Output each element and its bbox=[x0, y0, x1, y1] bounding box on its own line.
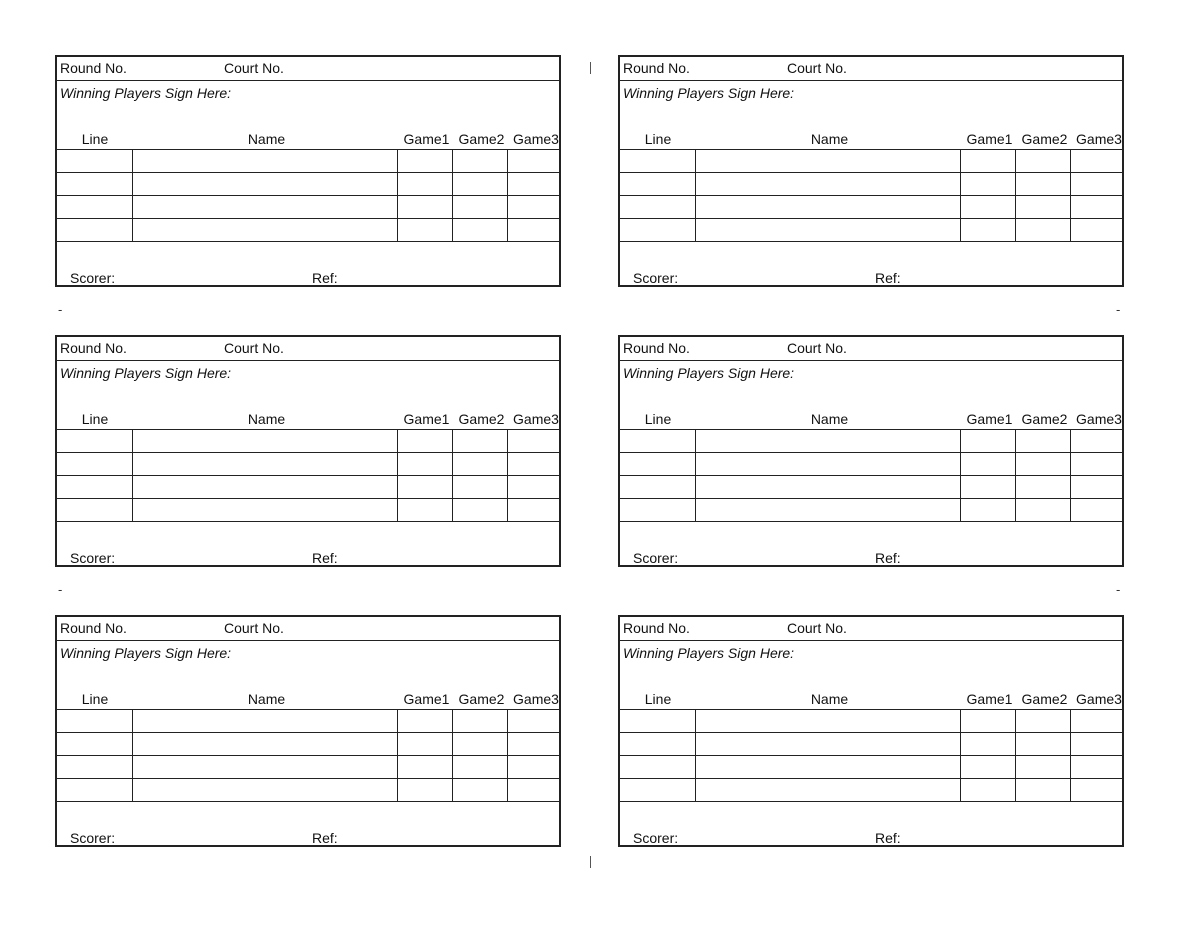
cut-mark-top bbox=[590, 62, 591, 74]
col-name: Name bbox=[247, 131, 286, 147]
score-grid bbox=[620, 709, 1122, 802]
card-header bbox=[57, 337, 559, 361]
col-line: Line bbox=[644, 411, 672, 427]
grid-divider bbox=[452, 430, 453, 521]
score-card bbox=[55, 55, 561, 287]
col-game2: Game2 bbox=[458, 131, 505, 147]
col-name: Name bbox=[810, 411, 849, 427]
score-grid bbox=[57, 429, 559, 522]
grid-divider bbox=[1015, 150, 1016, 241]
score-card bbox=[618, 55, 1124, 287]
grid-divider bbox=[397, 150, 398, 241]
court-label: Court No. bbox=[787, 620, 847, 636]
grid-divider bbox=[132, 710, 133, 801]
grid-divider bbox=[132, 430, 133, 521]
court-label: Court No. bbox=[224, 60, 284, 76]
ref-label: Ref: bbox=[875, 270, 901, 286]
sign-label: Winning Players Sign Here: bbox=[60, 645, 232, 661]
column-headers bbox=[57, 131, 559, 149]
col-line: Line bbox=[81, 411, 109, 427]
grid-divider bbox=[397, 710, 398, 801]
col-name: Name bbox=[810, 691, 849, 707]
separator-right-1: - bbox=[1116, 302, 1121, 317]
scorer-label: Scorer: bbox=[70, 550, 116, 566]
col-game1: Game1 bbox=[966, 411, 1013, 427]
col-name: Name bbox=[810, 131, 849, 147]
scorer-label: Scorer: bbox=[633, 550, 679, 566]
grid-divider bbox=[397, 430, 398, 521]
grid-divider bbox=[960, 710, 961, 801]
grid-divider bbox=[1070, 430, 1071, 521]
col-game3: Game3 bbox=[1076, 411, 1122, 427]
sign-label: Winning Players Sign Here: bbox=[60, 85, 232, 101]
scorer-label: Scorer: bbox=[70, 270, 116, 286]
col-line: Line bbox=[81, 691, 109, 707]
separator-left-2: - bbox=[58, 582, 63, 597]
round-label: Round No. bbox=[60, 620, 127, 636]
score-grid bbox=[57, 149, 559, 242]
sign-label: Winning Players Sign Here: bbox=[623, 85, 795, 101]
col-game3: Game3 bbox=[513, 691, 559, 707]
col-line: Line bbox=[81, 131, 109, 147]
court-label: Court No. bbox=[787, 60, 847, 76]
grid-divider bbox=[507, 430, 508, 521]
column-headers bbox=[620, 411, 1122, 429]
col-game3: Game3 bbox=[513, 131, 559, 147]
sign-label: Winning Players Sign Here: bbox=[60, 365, 232, 381]
scorer-label: Scorer: bbox=[633, 270, 679, 286]
col-game2: Game2 bbox=[1021, 691, 1068, 707]
grid-divider bbox=[695, 150, 696, 241]
col-line: Line bbox=[644, 691, 672, 707]
sign-label: Winning Players Sign Here: bbox=[623, 645, 795, 661]
col-game1: Game1 bbox=[966, 691, 1013, 707]
card-header bbox=[57, 617, 559, 641]
col-name: Name bbox=[247, 691, 286, 707]
col-game2: Game2 bbox=[1021, 411, 1068, 427]
card-header bbox=[57, 57, 559, 81]
separator-right-2: - bbox=[1116, 582, 1121, 597]
score-grid bbox=[620, 149, 1122, 242]
col-game3: Game3 bbox=[1076, 691, 1122, 707]
scorer-label: Scorer: bbox=[633, 830, 679, 846]
grid-divider bbox=[695, 430, 696, 521]
score-card bbox=[55, 335, 561, 567]
ref-label: Ref: bbox=[312, 270, 338, 286]
col-name: Name bbox=[247, 411, 286, 427]
sign-label: Winning Players Sign Here: bbox=[623, 365, 795, 381]
grid-divider bbox=[960, 430, 961, 521]
ref-label: Ref: bbox=[312, 550, 338, 566]
score-card bbox=[618, 335, 1124, 567]
round-label: Round No. bbox=[60, 60, 127, 76]
ref-label: Ref: bbox=[875, 550, 901, 566]
round-label: Round No. bbox=[623, 340, 690, 356]
court-label: Court No. bbox=[787, 340, 847, 356]
ref-label: Ref: bbox=[875, 830, 901, 846]
grid-divider bbox=[1070, 710, 1071, 801]
column-headers bbox=[620, 691, 1122, 709]
card-header bbox=[620, 617, 1122, 641]
column-headers bbox=[57, 411, 559, 429]
score-grid bbox=[57, 709, 559, 802]
scorer-label: Scorer: bbox=[70, 830, 116, 846]
grid-divider bbox=[132, 150, 133, 241]
grid-divider bbox=[1070, 150, 1071, 241]
round-label: Round No. bbox=[623, 620, 690, 636]
col-game1: Game1 bbox=[966, 131, 1013, 147]
ref-label: Ref: bbox=[312, 830, 338, 846]
card-header bbox=[620, 57, 1122, 81]
score-card bbox=[55, 615, 561, 847]
court-label: Court No. bbox=[224, 340, 284, 356]
court-label: Court No. bbox=[224, 620, 284, 636]
column-headers bbox=[620, 131, 1122, 149]
col-game3: Game3 bbox=[1076, 131, 1122, 147]
round-label: Round No. bbox=[60, 340, 127, 356]
col-game2: Game2 bbox=[458, 691, 505, 707]
grid-divider bbox=[507, 710, 508, 801]
col-line: Line bbox=[644, 131, 672, 147]
column-headers bbox=[57, 691, 559, 709]
round-label: Round No. bbox=[623, 60, 690, 76]
col-game1: Game1 bbox=[403, 411, 450, 427]
score-card bbox=[618, 615, 1124, 847]
grid-divider bbox=[695, 710, 696, 801]
col-game3: Game3 bbox=[513, 411, 559, 427]
col-game1: Game1 bbox=[403, 131, 450, 147]
col-game1: Game1 bbox=[403, 691, 450, 707]
score-grid bbox=[620, 429, 1122, 522]
grid-divider bbox=[452, 710, 453, 801]
grid-divider bbox=[452, 150, 453, 241]
cut-mark-bottom bbox=[590, 856, 591, 868]
separator-left-1: - bbox=[58, 302, 63, 317]
grid-divider bbox=[507, 150, 508, 241]
grid-divider bbox=[960, 150, 961, 241]
col-game2: Game2 bbox=[1021, 131, 1068, 147]
grid-divider bbox=[1015, 710, 1016, 801]
col-game2: Game2 bbox=[458, 411, 505, 427]
grid-divider bbox=[1015, 430, 1016, 521]
card-header bbox=[620, 337, 1122, 361]
